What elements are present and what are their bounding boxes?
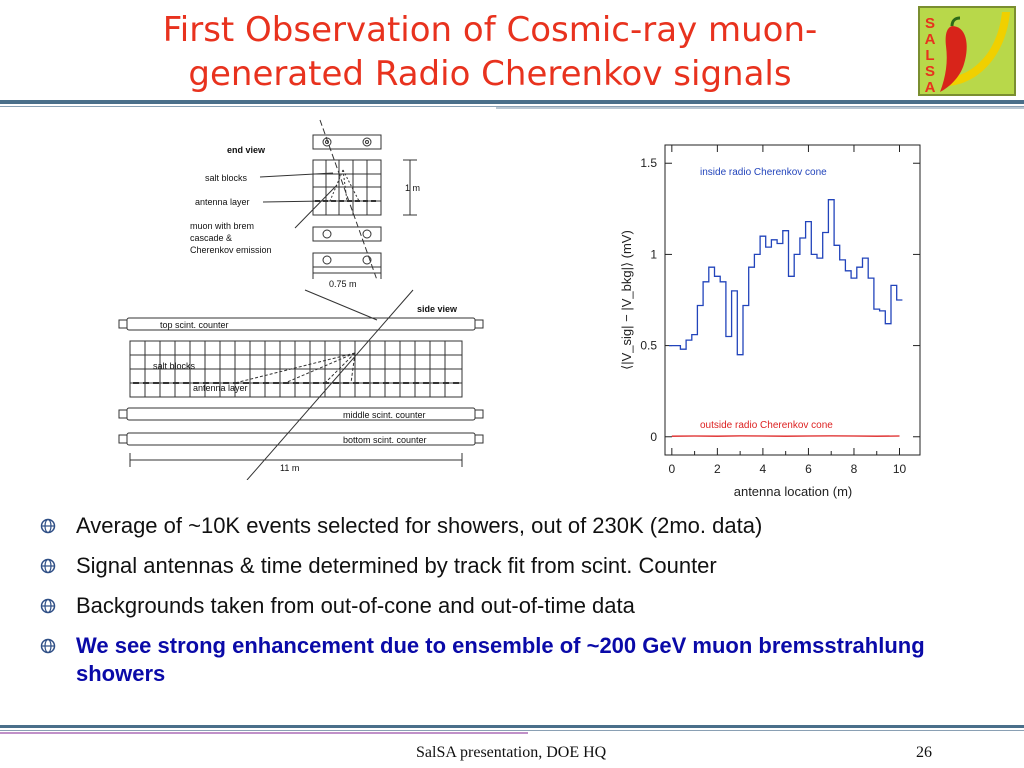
globe-bullet-icon [40, 518, 56, 534]
salsa-logo [918, 6, 1016, 96]
bullet-text: We see strong enhancement due to ensemble of ~200 GeV muon bremsstrahlung showers [76, 633, 925, 686]
plot-series [669, 200, 902, 437]
muon-label-3: Cherenkov emission [190, 245, 272, 255]
bullet-item [40, 592, 1000, 620]
dim-11m-label: 11 m [280, 463, 300, 473]
side-view-label: side view [417, 304, 458, 314]
x-axis-label: antenna location (m) [733, 484, 853, 499]
x-tick-label: 10 [892, 462, 907, 476]
logo-letter: A [924, 79, 936, 96]
globe-bullet-icon [40, 638, 56, 654]
logo-letter: A [924, 31, 936, 48]
bullet-text: Signal antennas & time determined by track fit from scint. Counter [76, 553, 717, 578]
dim-1m-label: 1 m [405, 183, 421, 193]
title-divider-accent [496, 107, 1024, 109]
logo-letter: S [924, 15, 936, 32]
x-tick-label: 8 [850, 462, 858, 476]
dim-075m-label: 0.75 m [329, 279, 357, 289]
x-tick-label: 4 [759, 462, 767, 476]
footer-divider-accent [0, 732, 528, 734]
footer-page-number: 26 [916, 744, 932, 761]
title-divider [0, 100, 1024, 104]
globe-bullet-icon [40, 598, 56, 614]
bullet-item-highlight [40, 632, 1000, 688]
y-tick-label: 0 [650, 429, 657, 444]
slide-title [110, 8, 870, 96]
muon-label-2: cascade & [190, 233, 233, 243]
bullet-item [40, 552, 1000, 580]
footer-presentation: SalSA presentation, DOE HQ [416, 744, 607, 761]
bullet-text: Backgrounds taken from out-of-cone and out-of-time data [76, 593, 635, 618]
muon-label-1: muon with brem [190, 221, 255, 231]
inside-cone-annotation: inside radio Cherenkov cone [700, 167, 827, 178]
bullet-list [40, 512, 1000, 688]
title-line-1: First Observation of Cosmic-ray muon- [162, 10, 818, 50]
y-tick-label: 0.5 [640, 338, 657, 353]
side-salt-label: salt blocks [153, 361, 196, 371]
bullet-text: Average of ~10K events selected for showers, out of 230K (2mo. data) [76, 513, 763, 538]
y-tick-label: 1 [650, 247, 657, 262]
globe-bullet-icon [40, 558, 56, 574]
title-line-2: generated Radio Cherenkov signals [188, 54, 792, 94]
pmt-icon [363, 138, 371, 146]
bottom-counter-label: bottom scint. counter [343, 435, 427, 445]
logo-letter: S [924, 63, 936, 80]
middle-counter-label: middle scint. counter [343, 410, 426, 420]
detector-diagram [115, 115, 485, 480]
antenna-layer-label: antenna layer [195, 197, 250, 207]
x-tick-label: 0 [668, 462, 676, 476]
side-antenna-label: antenna layer [193, 383, 248, 393]
top-counter-label: top scint. counter [160, 320, 229, 330]
footer-divider [0, 725, 1024, 728]
x-tick-label: 2 [714, 462, 721, 476]
y-tick-label: 1.5 [640, 156, 657, 171]
series-line [669, 200, 902, 355]
footer-divider-thin [0, 730, 1024, 731]
x-tick-label: 6 [805, 462, 812, 476]
end-view-label: end view [227, 145, 266, 155]
y-axis-label: ⟨|V_sig| − |V_bkg|⟩ (mV) [619, 230, 634, 370]
signal-plot [615, 135, 925, 505]
outside-cone-annotation: outside radio Cherenkov cone [700, 420, 833, 431]
bullet-item [40, 512, 1000, 540]
logo-letter: L [925, 47, 935, 64]
salt-blocks-label: salt blocks [205, 173, 248, 183]
